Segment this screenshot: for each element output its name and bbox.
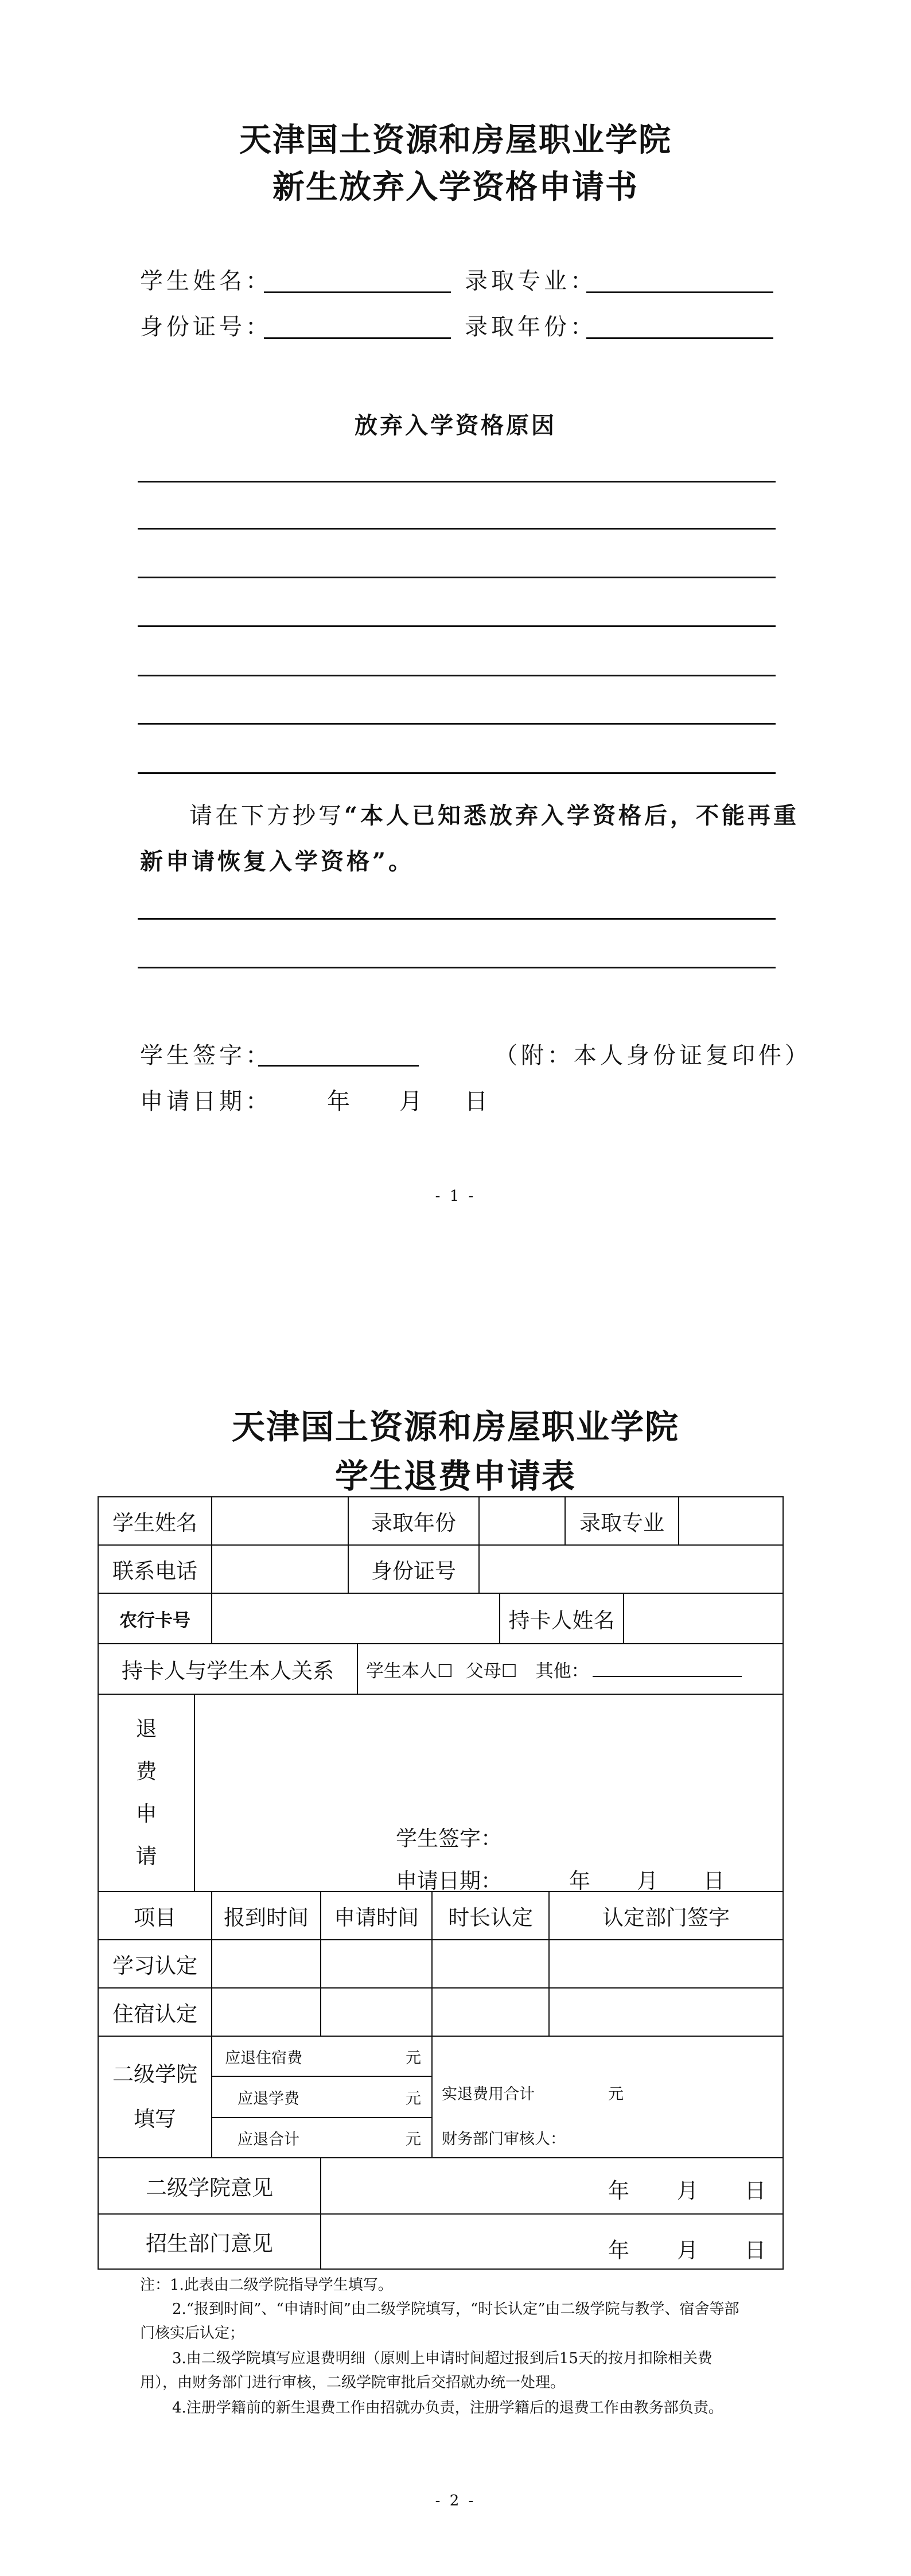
actual-total-label: 实退费用合计 [442,2085,535,2103]
student-name-field[interactable] [264,291,451,293]
refund-dorm-fee-label: 应退住宿费 [225,2049,302,2067]
admission-opinion-day: 日 [745,2238,766,2263]
secondary-opinion-year: 年 [608,2178,629,2203]
cell-secondary-fill-label [98,2036,212,2158]
refund-total-label: 应退合计 [238,2130,299,2149]
id-number-label: 身份证号： [140,314,272,340]
phone-input[interactable] [211,1544,349,1594]
dorm-report-time-input[interactable] [211,1987,321,2037]
reason-line[interactable] [138,625,776,627]
relation-other-label: 其他： [535,1660,589,1682]
refund-char-4: 请 [135,1844,157,1869]
study-duration-input[interactable] [431,1939,550,1989]
cell-id-number-label: 身份证号 [348,1544,480,1594]
student-name-input[interactable] [211,1496,349,1546]
actual-total-yuan: 元 [608,2085,624,2103]
yuan-unit: 元 [406,2130,421,2149]
refund-tuition-label: 应退学费 [238,2089,299,2108]
note-4: 4.注册学籍前的新生退费工作由招就办负责，注册学籍后的退费工作由教务部负责。 [172,2399,723,2417]
date-month: 月 [399,1088,426,1115]
col-duration-header: 时长认定 [431,1891,550,1940]
copy-instruction-line2: 新申请恢复入学资格”。 [140,848,415,875]
refund-total-input[interactable] [211,2117,433,2158]
row-study-label: 学习认定 [98,1939,212,1989]
page-number-1: - 1 - [435,1188,476,1205]
copy-instruction-line1 [189,797,799,830]
admission-year-label: 录取年份： [465,314,597,340]
student-name-label: 学生姓名： [140,268,272,294]
cell-cardholder-name-label: 持卡人姓名 [499,1593,624,1644]
refund-char-1: 退 [135,1717,157,1741]
cell-admission-year-label: 录取年份 [348,1496,480,1546]
refund-char-3: 申 [135,1801,157,1826]
relation-other-input[interactable] [593,1661,742,1677]
copy-instruction-quote: “本人已知悉放弃入学资格后，不能再重 [344,802,800,829]
study-report-time-input[interactable] [211,1939,321,1989]
refund-char-2: 费 [135,1759,157,1784]
admission-year-field[interactable] [586,337,773,339]
secondary-fill-line1: 二级学院 [112,2062,197,2087]
refund-application-date: 申请日期： [396,1869,502,1893]
study-apply-time-input[interactable] [320,1939,433,1989]
row-dorm-label: 住宿认定 [98,1987,212,2037]
attachment-note: （附：本人身份证复印件） [495,1042,811,1069]
secondary-opinion-input[interactable] [320,2157,784,2215]
id-number-input[interactable] [478,1544,784,1594]
col-apply-time-header: 申请时间 [320,1891,433,1940]
refund-date-month: 月 [637,1869,658,1893]
date-label: 申请日期： [140,1088,272,1115]
note-3: 3.由二级学院填写应退费明细（原则上申请时间超过报到后15天的按月扣除相关费 [172,2350,713,2367]
relation-parent-checkbox[interactable]: 父母☐ [465,1660,517,1682]
major-input[interactable] [678,1496,784,1546]
dorm-duration-input[interactable] [431,1987,550,2037]
cell-student-name-label: 学生姓名 [98,1496,212,1546]
col-report-time-header: 报到时间 [211,1891,321,1940]
cardholder-relation-options [357,1643,784,1695]
secondary-fill-line2: 填写 [134,2107,176,2131]
secondary-opinion-label: 二级学院意见 [98,2157,321,2215]
admission-opinion-label: 招生部门意见 [98,2213,321,2270]
page2-title-line1: 天津国土资源和房屋职业学院 [231,1407,679,1446]
major-field[interactable] [586,291,773,293]
secondary-opinion-day: 日 [745,2178,766,2203]
refund-application-area[interactable] [194,1694,784,1892]
signature-field[interactable] [258,1065,419,1067]
admission-opinion-input[interactable] [320,2213,784,2270]
id-number-field[interactable] [264,337,451,339]
copy-instruction-prefix: 请在下方抄写 [189,803,344,829]
dorm-dept-sign-input[interactable] [548,1987,784,2037]
refund-dorm-fee-input[interactable] [211,2036,433,2077]
copy-line[interactable] [138,967,776,968]
date-day: 日 [465,1088,491,1115]
admission-opinion-year: 年 [608,2238,629,2263]
major-label: 录取专业： [465,268,597,294]
study-dept-sign-input[interactable] [548,1939,784,1989]
cell-phone-label: 联系电话 [98,1544,212,1594]
page2-title-line2: 学生退费申请表 [334,1457,576,1496]
cell-cardholder-relation-label: 持卡人与学生本人关系 [98,1643,358,1695]
refund-tuition-input[interactable] [211,2076,433,2118]
refund-student-signature: 学生签字： [396,1826,502,1851]
date-year: 年 [327,1088,353,1115]
col-item-header: 项目 [98,1891,212,1940]
reason-line[interactable] [138,772,776,774]
refund-date-day: 日 [703,1869,725,1893]
refund-table [98,1496,784,2270]
cardholder-name-input[interactable] [623,1593,784,1644]
secondary-opinion-month: 月 [677,2178,698,2203]
yuan-unit: 元 [406,2049,421,2067]
note-1: 注：1.此表由二级学院指导学生填写。 [140,2277,393,2294]
admission-opinion-month: 月 [677,2238,698,2263]
copy-line[interactable] [138,918,776,920]
bank-card-input[interactable] [211,1593,500,1644]
cell-major-label: 录取专业 [564,1496,679,1546]
col-dept-sign-header: 认定部门签字 [548,1891,784,1940]
dorm-apply-time-input[interactable] [320,1987,433,2037]
note-2: 2.“报到时间”、“申请时间”由二级学院填写，“时长认定”由二级学院与教学、宿舍等部 [172,2301,739,2318]
relation-self-checkbox[interactable]: 学生本人☐ [366,1660,453,1682]
refund-date-year: 年 [569,1869,590,1893]
reason-line[interactable] [138,723,776,725]
admission-year-input[interactable] [478,1496,566,1546]
page1-title-line1: 天津国土资源和房屋职业学院 [239,121,672,159]
cell-refund-application-label [98,1694,195,1892]
yuan-unit: 元 [406,2089,421,2108]
reason-line[interactable] [138,577,776,578]
finance-review-label: 财务部门审核人： [442,2130,566,2148]
reason-line[interactable] [138,528,776,530]
note-2-cont: 门核实后认定； [140,2325,245,2342]
cell-bank-card-label: 农行卡号 [98,1593,212,1644]
reason-line[interactable] [138,675,776,676]
page1-title-line2: 新生放弃入学资格申请书 [272,168,639,206]
reason-heading: 放弃入学资格原因 [355,412,556,439]
page-number-2: - 2 - [435,2492,476,2509]
note-3-cont: 用），由财务部门进行审核，二级学院审批后交招就办统一处理。 [140,2374,566,2391]
signature-label: 学生签字： [140,1042,272,1069]
reason-line[interactable] [138,481,776,482]
